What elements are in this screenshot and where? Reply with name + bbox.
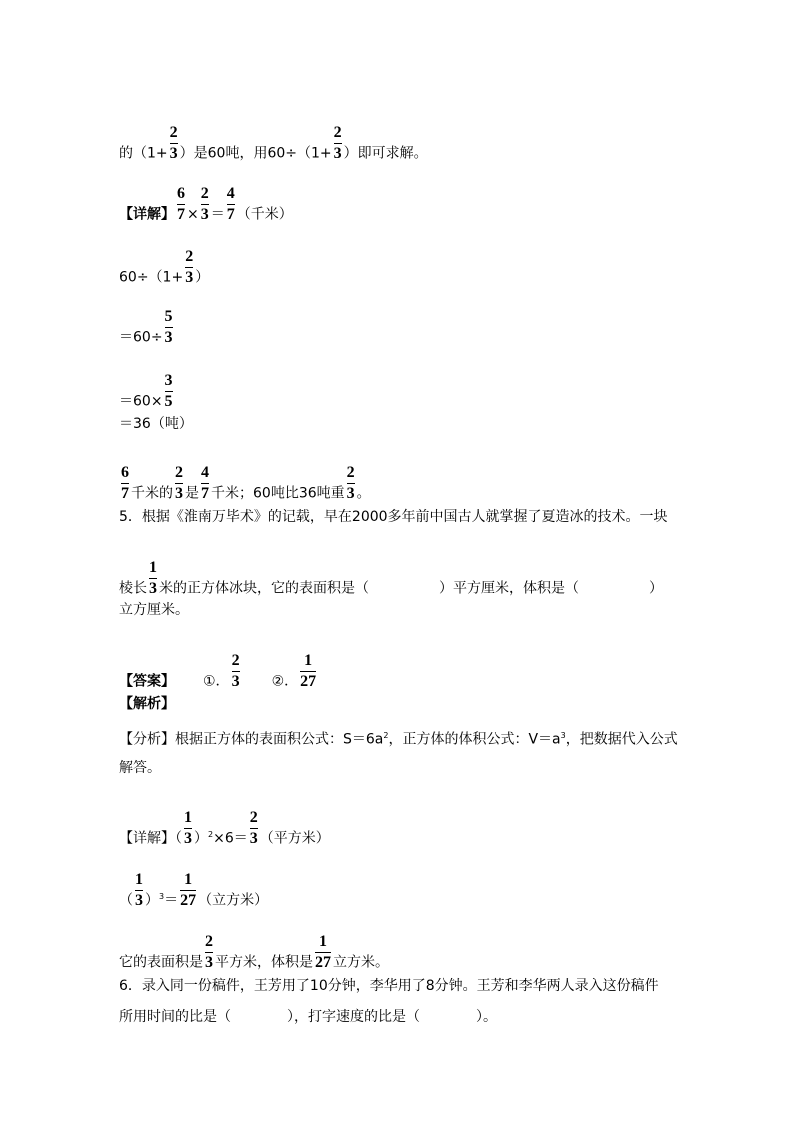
- text-segment: ＝60÷: [119, 329, 163, 346]
- fraction-bar: [165, 391, 173, 392]
- fraction-bar: [334, 143, 342, 144]
- numerator: 2: [231, 652, 240, 669]
- text-line: [119, 124, 674, 173]
- question-6-line: [119, 1008, 674, 1026]
- fraction: [334, 124, 342, 163]
- denominator: 3: [184, 830, 192, 847]
- numerator: 1: [319, 933, 327, 950]
- denominator: 3: [135, 892, 143, 909]
- denominator: 27: [315, 954, 331, 971]
- denominator: 3: [333, 145, 342, 162]
- text-segment: 60÷（1+: [119, 269, 184, 286]
- fraction-bar: [347, 483, 355, 484]
- text-segment: ，把数据代入公式: [565, 731, 678, 748]
- text-segment: ）: [195, 269, 210, 286]
- denominator: 7: [121, 485, 129, 502]
- numerator: 1: [304, 652, 313, 669]
- fraction: [201, 185, 209, 224]
- fraction-bar: [149, 578, 157, 579]
- denominator: 3: [249, 830, 258, 847]
- question-5-line: [119, 601, 674, 619]
- fraction-bar: [232, 671, 240, 672]
- numerator: 2: [175, 464, 183, 481]
- text-segment: 立方米。: [333, 954, 389, 971]
- text-segment: ×6＝: [213, 830, 248, 847]
- denominator: 7: [177, 206, 185, 223]
- operator: ＝: [210, 206, 225, 223]
- fraction: [205, 933, 213, 972]
- numerator: 1: [184, 871, 193, 888]
- numerator: 2: [185, 248, 194, 265]
- denominator: 3: [149, 580, 157, 597]
- numerator: 4: [226, 185, 235, 202]
- fraction: [185, 248, 193, 287]
- fraction: [232, 652, 240, 691]
- operator: ×: [187, 206, 199, 223]
- text-line: [119, 248, 674, 297]
- section-label: 【答案】: [119, 673, 175, 690]
- numerator: 2: [205, 933, 213, 950]
- text-segment: ＝60×: [119, 393, 163, 410]
- superscript: 3: [560, 731, 566, 740]
- fraction: [135, 871, 143, 910]
- text-segment: 解答。: [119, 760, 161, 776]
- detail-line: [119, 809, 674, 858]
- fraction: [315, 933, 331, 972]
- analysis-line: [119, 727, 678, 749]
- numerator: 2: [346, 464, 355, 481]
- detail-line: [119, 871, 674, 920]
- text-segment: ）即可求解。: [343, 145, 428, 162]
- denominator: 3: [205, 954, 213, 971]
- fraction-bar: [300, 671, 316, 672]
- fraction-bar: [180, 890, 196, 891]
- text-segment: 5．根据《淮南万毕术》的记载，早在2000多年前中国古人就掌握了夏造冰的技术。一块: [119, 509, 668, 525]
- fraction: [180, 871, 196, 910]
- question-5-line: [119, 508, 674, 526]
- text-segment: ）: [145, 892, 159, 909]
- fraction: [347, 464, 355, 503]
- text-segment: ＝36（吨）: [119, 416, 193, 432]
- numerator: 4: [201, 464, 209, 481]
- fraction-bar: [175, 483, 183, 484]
- fraction-bar: [201, 204, 209, 205]
- fraction-bar: [135, 890, 143, 891]
- fraction: [165, 308, 173, 347]
- text-segment: 所用时间的比是（ ），打字速度的比是（ ）。: [119, 1009, 497, 1025]
- numerator: 3: [164, 372, 173, 389]
- numerator: 6: [177, 185, 185, 202]
- unit-text: （平方米）: [259, 830, 330, 847]
- text-segment: ）: [194, 830, 208, 847]
- denominator: 3: [164, 329, 173, 346]
- text-segment: 平方米，体积是: [215, 954, 313, 971]
- numerator: 1: [184, 809, 192, 826]
- fraction-bar: [201, 483, 209, 484]
- numerator: 2: [169, 124, 178, 141]
- fraction-bar: [185, 267, 193, 268]
- fraction: [165, 372, 173, 411]
- fraction-bar: [184, 828, 192, 829]
- text-segment: 的（1+: [119, 145, 168, 162]
- numerator: 5: [164, 308, 173, 325]
- fraction: [121, 464, 129, 503]
- denominator: 5: [164, 393, 173, 410]
- detail-line: [119, 185, 674, 234]
- denominator: 3: [346, 485, 355, 502]
- denominator: 7: [201, 485, 209, 502]
- denominator: 7: [226, 206, 235, 223]
- superscript: 3: [159, 891, 165, 901]
- fraction: [184, 809, 192, 848]
- fraction-bar: [165, 327, 173, 328]
- section-label: 【详解】（: [119, 830, 182, 847]
- text-segment: 千米；60吨比36吨重: [211, 485, 345, 502]
- text-segment: 它的表面积是: [119, 954, 203, 971]
- fraction-bar: [315, 952, 331, 953]
- denominator: 3: [169, 145, 178, 162]
- text-line: [119, 308, 674, 357]
- fraction: [227, 185, 235, 224]
- fraction-bar: [170, 143, 178, 144]
- numerator: 6: [121, 464, 129, 481]
- fraction: [149, 559, 157, 598]
- text-segment: 棱长: [119, 580, 147, 597]
- numerator: 1: [149, 559, 157, 576]
- denominator: 3: [200, 206, 209, 223]
- fraction: [300, 652, 316, 691]
- text-segment: 6．录入同一份稿件，王芳用了10分钟，李华用了8分钟。王芳和李华两人录入这份稿件: [119, 978, 659, 994]
- superscript: 2: [208, 829, 214, 839]
- text-segment: ＝: [164, 892, 179, 909]
- question-6-line: [119, 977, 674, 995]
- text-segment: 千米的: [131, 485, 173, 502]
- fraction-bar: [177, 204, 185, 205]
- answer-marker: ①．: [203, 673, 230, 690]
- text-segment: （: [119, 892, 133, 909]
- unit-text: （立方米）: [198, 892, 269, 909]
- text-segment: 立方厘米。: [119, 602, 189, 618]
- fraction-bar: [250, 828, 258, 829]
- text-segment: ，正方体的体积公式：V＝a: [388, 731, 561, 748]
- denominator: 3: [185, 269, 194, 286]
- text-segment: 。: [356, 485, 371, 502]
- answer-marker: ②．: [271, 673, 299, 690]
- unit-text: （千米）: [236, 206, 293, 223]
- text-segment: 【分析】根据正方体的表面积公式：S＝6a: [119, 731, 384, 748]
- text-segment: 是: [185, 485, 199, 502]
- denominator: 27: [180, 892, 197, 909]
- fraction: [177, 185, 185, 224]
- denominator: 27: [300, 673, 317, 690]
- numerator: 2: [200, 185, 209, 202]
- fraction: [250, 809, 258, 848]
- text-segment: ）是60吨，用60÷（1+: [179, 145, 332, 162]
- analysis-line: [119, 759, 674, 777]
- analysis-heading: [119, 695, 674, 713]
- fraction-bar: [227, 204, 235, 205]
- fraction-bar: [205, 952, 213, 953]
- fraction: [175, 464, 183, 503]
- numerator: 2: [249, 809, 258, 826]
- denominator: 3: [175, 485, 183, 502]
- fraction-bar: [121, 483, 129, 484]
- numerator: 1: [135, 871, 143, 888]
- superscript: 2: [383, 731, 389, 740]
- fraction: [201, 464, 209, 503]
- section-label: 【解析】: [119, 696, 175, 712]
- fraction: [170, 124, 178, 163]
- text-segment: 米的正方体冰块，它的表面积是（ ）平方厘米，体积是（ ）: [159, 580, 663, 597]
- numerator: 2: [333, 124, 342, 141]
- denominator: 3: [231, 673, 240, 690]
- section-label: 【详解】: [119, 206, 175, 223]
- text-line: [119, 415, 674, 433]
